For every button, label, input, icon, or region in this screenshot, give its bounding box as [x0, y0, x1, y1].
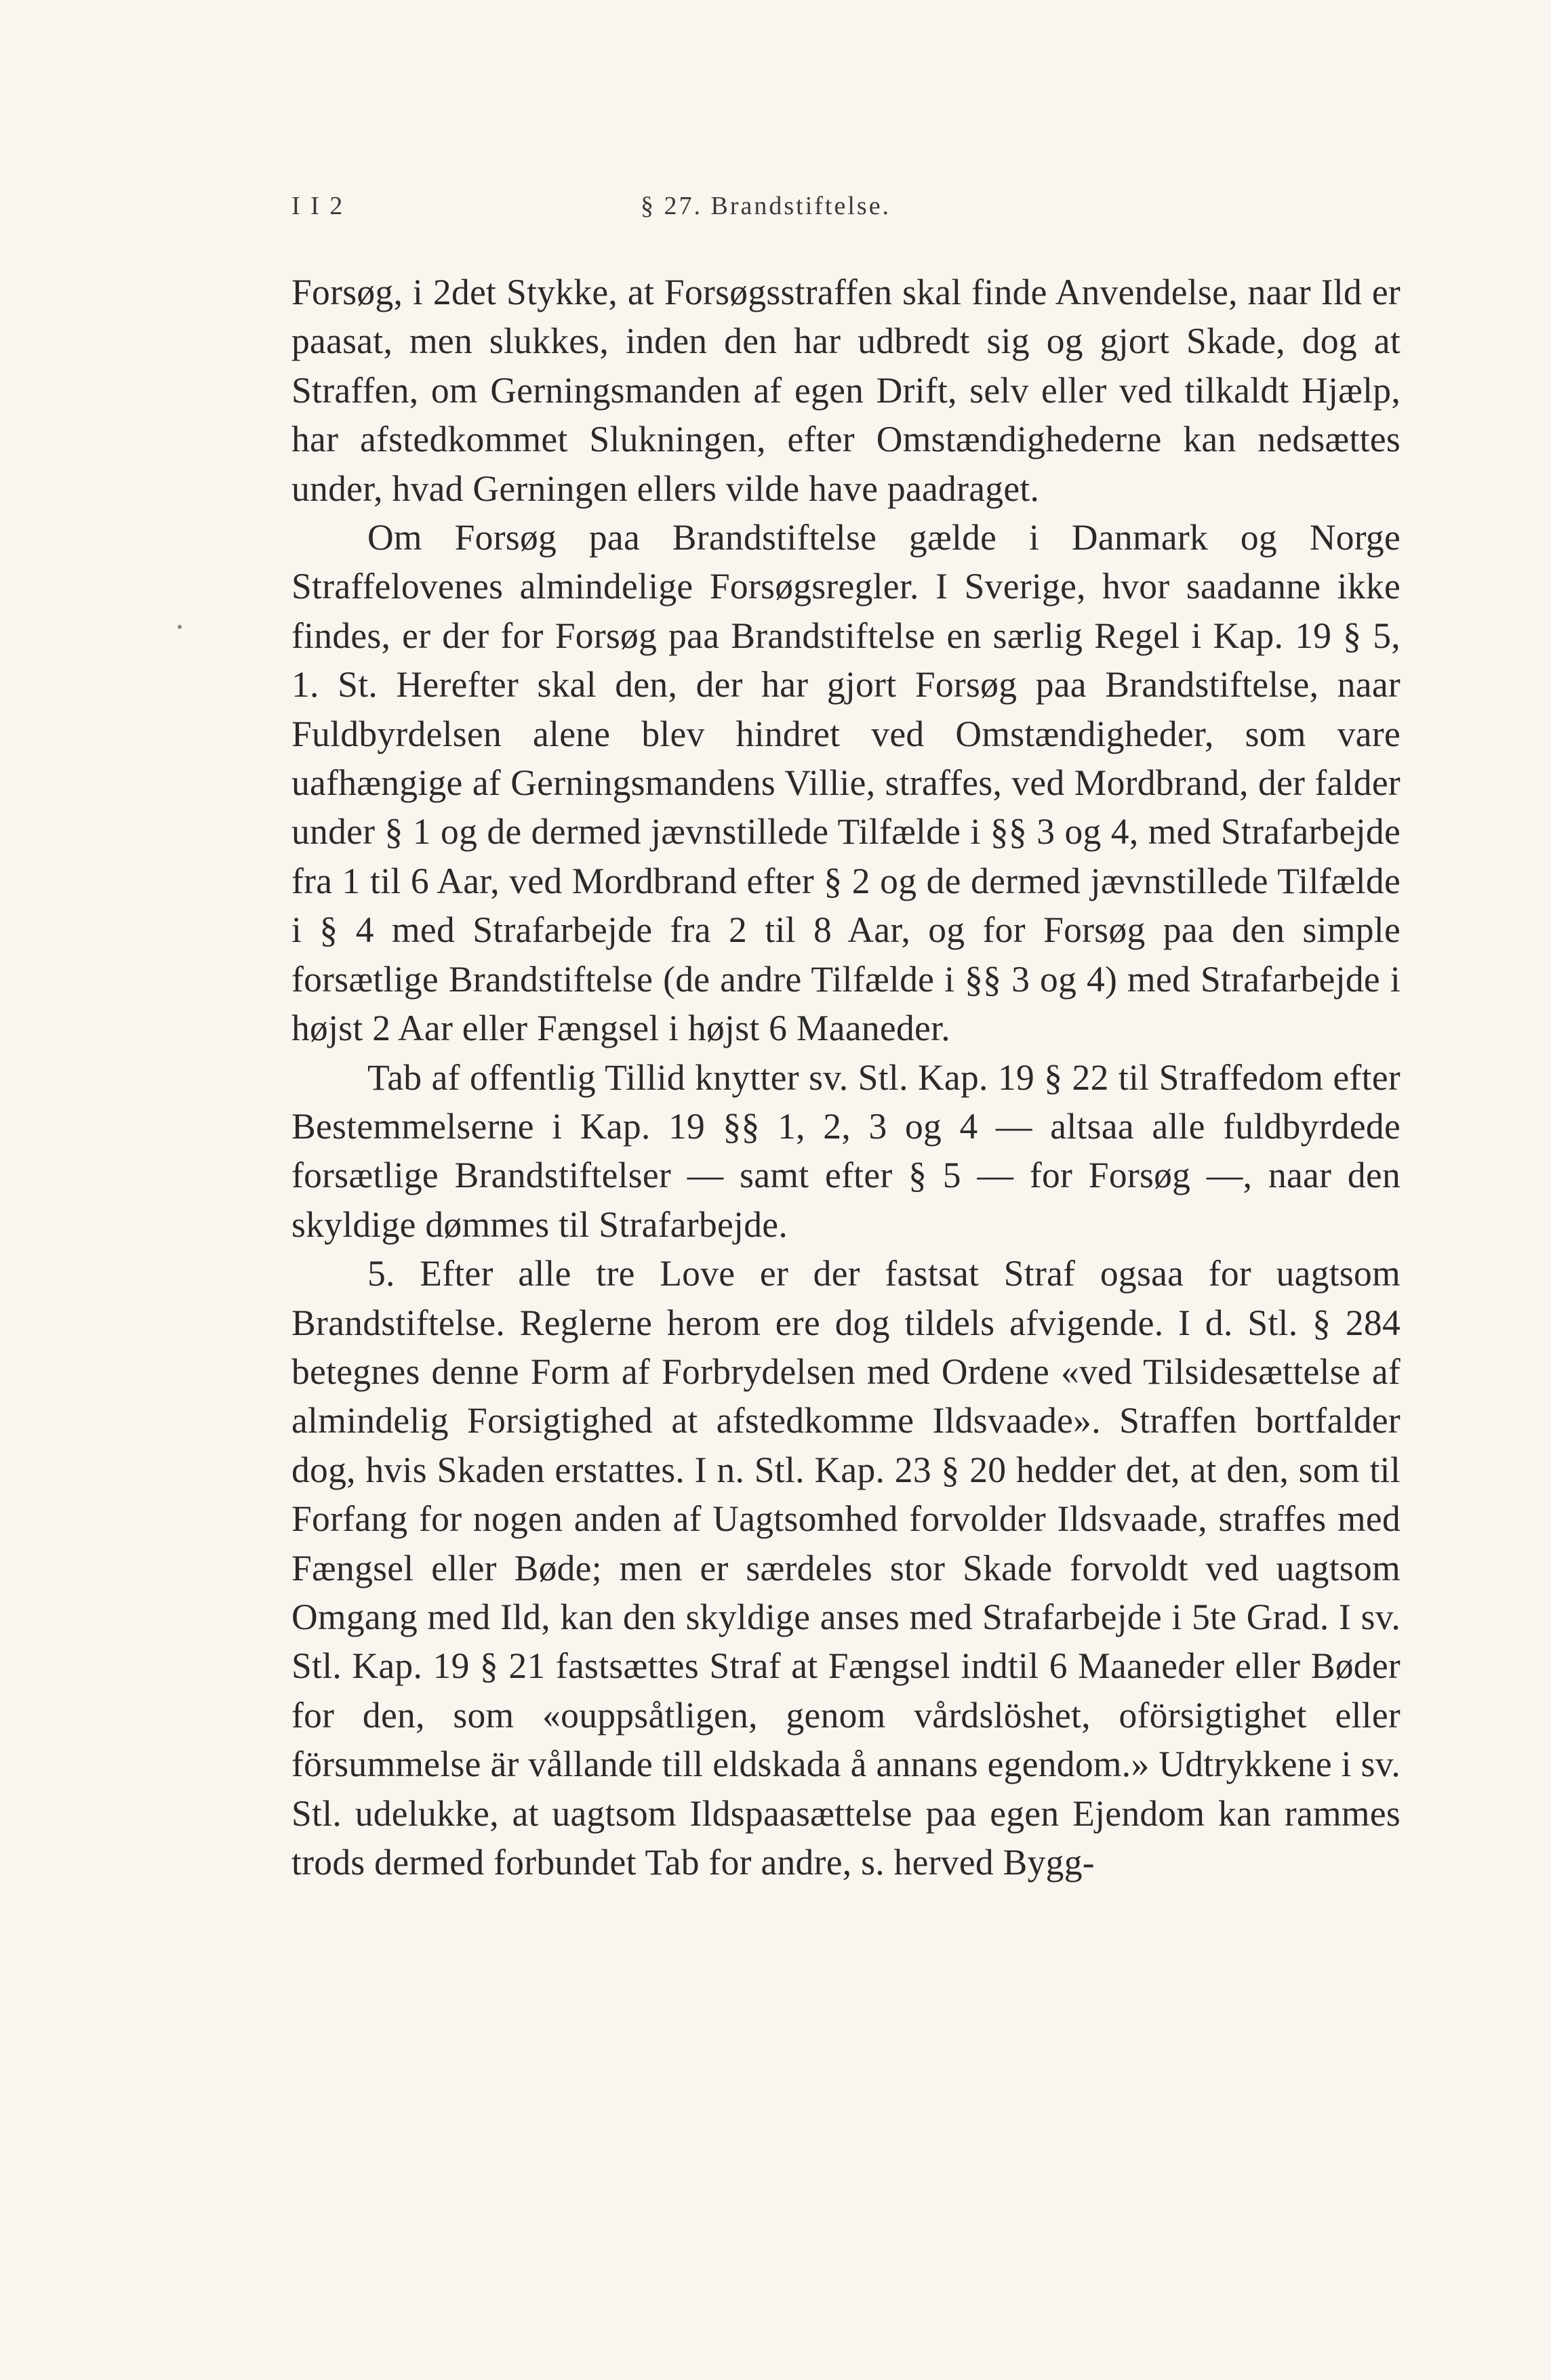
- section-title: § 27. Brandstiftelse.: [641, 192, 891, 220]
- paragraph-continuation: Forsøg, i 2det Stykke, at Forsøgsstraffen skal finde Anvendelse, naar Ild er paasat, men slukkes, inden den har udbredt sig og gjort Skade, dog at Straffen, om Gerningsmanden af egen Drift, selv eller ved tilkaldt Hjælp, har afstedkommet Slukningen, efter Omstændighederne kan nedsættes under, hvad Gerningen ellers vilde have paadraget.: [291, 272, 1401, 509]
- paragraph-uagtsom-brandstiftelse: 5. Efter alle tre Love er der fastsat Straf ogsaa for uagtsom Brandstiftelse. Reglerne herom ere dog tildels afvigende. I d. Stl. § 284 betegnes denne Form af Forbrydelsen med Ordene «ved Tilsidesættelse af almindelig Forsigtighed at afstedkomme Ildsvaade». Straffen bortfalder dog, hvis Skaden erstattes. I n. Stl. Kap. 23 § 20 hedder det, at den, som til Forfang for nogen anden af Uagtsomhed forvolder Ildsvaade, straffes med Fængsel eller Bøde; men er særdeles stor Skade forvoldt ved uagtsom Omgang med Ild, kan den skyldige anses med Strafarbejde i 5te Grad. I sv. Stl. Kap. 19 § 21 fastsættes Straf at Fængsel indtil 6 Maaneder eller Bøder for den, som «ouppsåtligen, genom vårdslöshet, oförsigtighet eller försummelse är vållande till eldskada å annans egendom.» Udtrykkene i sv. Stl. udelukke, at uagtsom Ildspaasættelse paa egen Ejendom kan rammes trods dermed forbundet Tab for andre, s. herved Bygg-: [291, 1253, 1401, 1883]
- body-text: [291, 268, 1401, 1887]
- paragraph-forsog: Om Forsøg paa Brandstiftelse gælde i Danmark og Norge Straffelovenes almindelige Forsøgsregler. I Sverige, hvor saadanne ikke findes, er der for Forsøg paa Brandstiftelse en særlig Regel i Kap. 19 § 5, 1. St. Herefter skal den, der har gjort Forsøg paa Brandstiftelse, naar Fuldbyrdelsen alene blev hindret ved Omstændigheder, som vare uafhængige af Gerningsmandens Villie, straffes, ved Mordbrand, der falder under § 1 og de dermed jævnstillede Tilfælde i §§ 3 og 4, med Strafarbejde fra 1 til 6 Aar, ved Mordbrand efter § 2 og de dermed jævnstillede Tilfælde i § 4 med Strafarbejde fra 2 til 8 Aar, og for Forsøg paa den simple forsætlige Brandstiftelse (de andre Tilfælde i §§ 3 og 4) med Strafarbejde i højst 2 Aar eller Fængsel i højst 6 Maaneder.: [291, 517, 1401, 1049]
- running-head: [291, 191, 1417, 232]
- page-number: I I 2: [291, 192, 345, 220]
- margin-mark: [178, 625, 182, 629]
- paragraph-tab-af-tillid: Tab af offentlig Tillid knytter sv. Stl. Kap. 19 § 22 til Straffedom efter Bestemmelserne i Kap. 19 §§ 1, 2, 3 og 4 — altsaa alle fuldbyrdede forsætlige Brandstiftelser — samt efter § 5 — for Forsøg —, naar den skyldige dømmes til Strafarbejde.: [291, 1056, 1401, 1245]
